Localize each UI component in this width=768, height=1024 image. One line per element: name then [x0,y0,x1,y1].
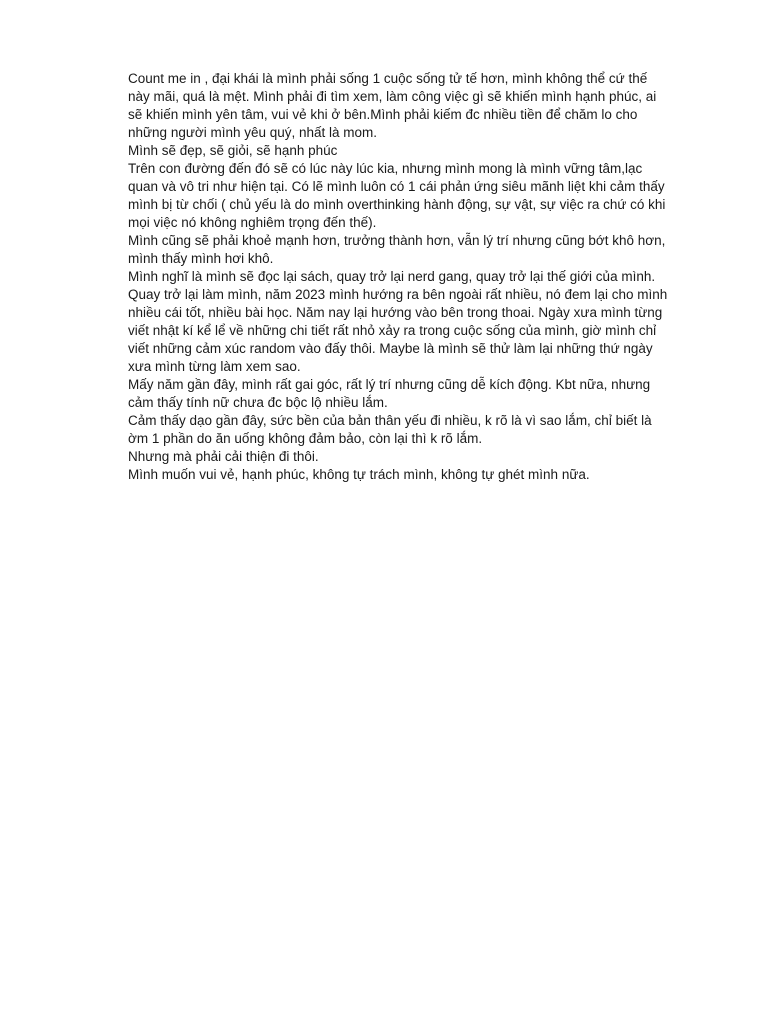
text-line: xưa mình từng làm xem sao. [128,359,301,374]
text-line: viết những cảm xúc random vào đấy thôi. Maybe là mình sẽ thử làm lại những thứ ngày [128,341,653,356]
text-line: Mình sẽ đẹp, sẽ giỏi, sẽ hạnh phúc [128,143,338,158]
text-line: Count me in , đại khái là mình phải sống 1 cuộc sống tử tế hơn, mình không thể cứ thế [128,71,648,86]
text-line: sẽ khiến mình yên tâm, vui vẻ khi ở bên.Mình phải kiếm đc nhiều tiền để chăm lo cho [128,107,638,122]
paragraph-1 [128,70,693,142]
text-line: mình bị từ chối ( chủ yếu là do mình overthinking hành động, sự vật, sự việc ra chứ có khi [128,197,666,212]
text-line: mọi việc nó không nghiêm trọng đến thế). [128,215,377,230]
text-line: quan và vô tri như hiện tại. Có lẽ mình luôn có 1 cái phản ứng siêu mãnh liệt khi cảm thấy [128,179,665,194]
text-line: viết nhật kí kể lể về những chi tiết rất nhỏ xảy ra trong cuộc sống của mình, giờ mình chỉ [128,323,657,338]
text-line: nhiều cái tốt, nhiều bài học. Năm nay lại hướng vào bên trong thoai. Ngày xưa mình từng [128,305,663,320]
paragraph-9 [128,466,693,484]
document-body [128,70,693,484]
text-line: này mãi, quá là mệt. Mình phải đi tìm xem, làm công việc gì sẽ khiến mình hạnh phúc, ai [128,89,657,104]
paragraph-5 [128,268,693,286]
paragraph-4 [128,232,693,268]
text-line: Mình nghĩ là mình sẽ đọc lại sách, quay trở lại nerd gang, quay trở lại thế giới của mình. [128,269,656,284]
text-line: Trên con đường đến đó sẽ có lúc này lúc kia, nhưng mình mong là mình vững tâm,lạc [128,161,643,176]
text-line: Mình muốn vui vẻ, hạnh phúc, không tự trách mình, không tự ghét mình nữa. [128,467,590,482]
paragraph-7 [128,376,693,412]
text-line: Cảm thấy dạo gần đây, sức bền của bản thân yếu đi nhiều, k rõ là vì sao lắm, chỉ biết là [128,413,652,428]
text-line: Mình cũng sẽ phải khoẻ mạnh hơn, trưởng thành hơn, vẫn lý trí nhưng cũng bớt khô hơn, [128,233,666,248]
paragraph-8 [128,412,693,466]
text-line: Nhưng mà phải cải thiện đi thôi. [128,449,319,464]
paragraph-3 [128,160,693,232]
text-line: Quay trở lại làm mình, năm 2023 mình hướng ra bên ngoài rất nhiều, nó đem lại cho mình [128,287,668,302]
text-line: mình thấy mình hơi khô. [128,251,274,266]
text-line: những người mình yêu quý, nhất là mom. [128,125,378,140]
paragraph-2 [128,142,693,160]
text-line: Mấy năm gần đây, mình rất gai góc, rất lý trí nhưng cũng dễ kích động. Kbt nữa, nhưng [128,377,651,392]
text-line: cảm thấy tính nữ chưa đc bộc lộ nhiều lắm. [128,395,388,410]
text-line: ờm 1 phần do ăn uống không đảm bảo, còn lại thì k rõ lắm. [128,431,483,446]
paragraph-6 [128,286,693,376]
